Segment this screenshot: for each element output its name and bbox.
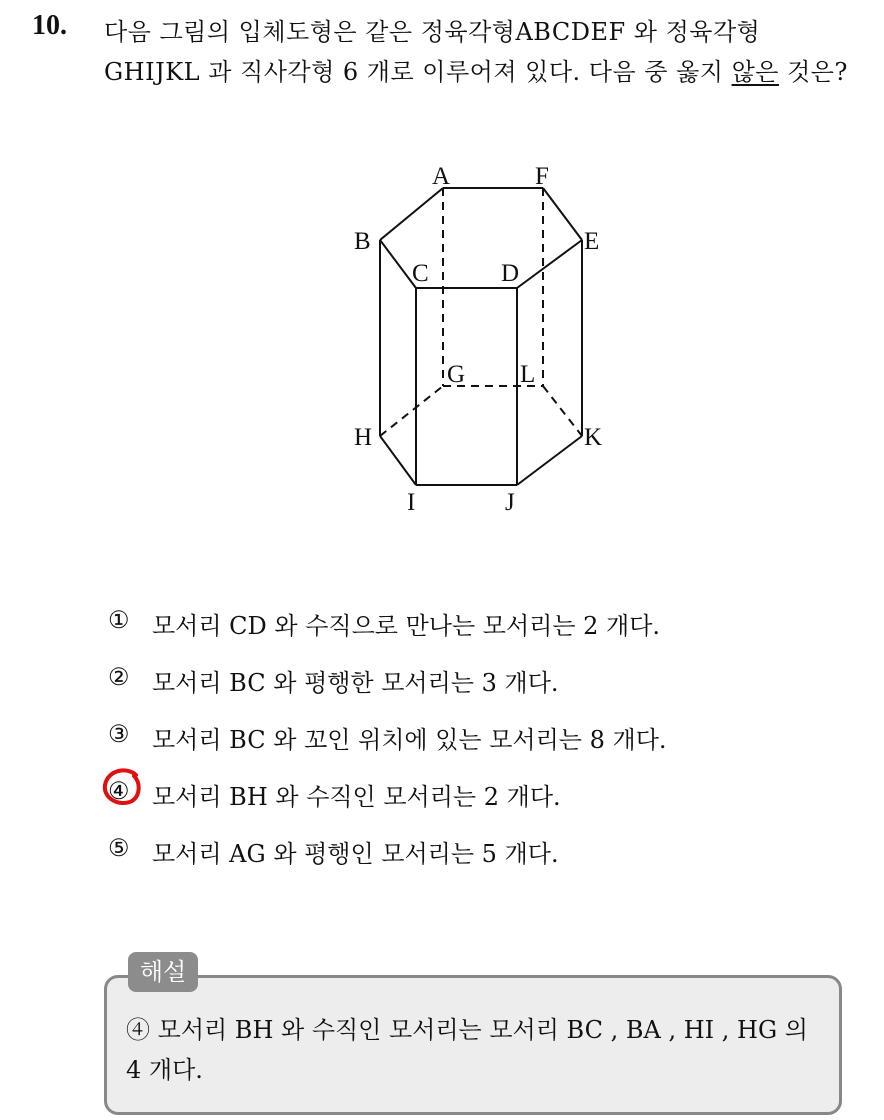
question-text-main: 다음 그림의 입체도형은 같은 정육각형ABCDEF 와 정육각형 GHIJKL 과 직사각형 6 개로 이루어져 있다. 다음 중 옳지 <box>104 18 761 86</box>
choice-text: 모서리 BC 와 꼬인 위치에 있는 모서리는 8 개다. <box>152 726 667 754</box>
label-D: D <box>501 260 520 287</box>
edge-HG-hidden <box>380 386 443 436</box>
choice-number: ④ <box>108 777 130 805</box>
label-K: K <box>584 424 603 451</box>
choice-number: ② <box>108 663 130 691</box>
question-number: 10. <box>32 10 67 41</box>
edge-LK-hidden <box>543 386 582 436</box>
choice-number-wrap <box>108 777 152 805</box>
edge-ED <box>517 240 582 288</box>
choice-2[interactable] <box>108 663 848 720</box>
edge-BA <box>380 188 443 240</box>
question-text <box>104 12 864 92</box>
choice-number: ① <box>108 606 130 634</box>
choice-4[interactable] <box>108 777 848 834</box>
label-E: E <box>584 228 600 255</box>
answer-circle-mark <box>100 765 144 809</box>
label-H: H <box>354 424 373 451</box>
label-F: F <box>535 163 549 190</box>
choice-text: 모서리 AG 와 평행인 모서리는 5 개다. <box>152 840 559 868</box>
label-I: I <box>407 489 416 516</box>
edge-FE <box>543 188 582 240</box>
question-text-end: 것은? <box>778 58 848 86</box>
label-A: A <box>432 163 451 190</box>
solution-tag: 해설 <box>128 952 198 992</box>
choice-5[interactable] <box>108 834 848 891</box>
label-J: J <box>505 489 515 516</box>
choice-number: ⑤ <box>108 834 130 862</box>
choice-text: 모서리 BC 와 평행한 모서리는 3 개다. <box>152 669 559 697</box>
edge-CB <box>380 240 416 288</box>
edge-HI <box>380 436 416 485</box>
answer-choices <box>108 606 848 891</box>
choice-1[interactable] <box>108 606 848 663</box>
choice-3[interactable] <box>108 720 848 777</box>
choice-number: ③ <box>108 720 130 748</box>
prism-svg <box>340 150 640 530</box>
label-C: C <box>412 260 429 287</box>
hexagonal-prism-figure <box>340 150 640 530</box>
label-L: L <box>520 361 536 388</box>
choice-text: 모서리 CD 와 수직으로 만나는 모서리는 2 개다. <box>152 612 661 640</box>
edge-JK <box>517 436 582 485</box>
question-text-underlined: 않은 <box>731 58 779 86</box>
choice-text: 모서리 BH 와 수직인 모서리는 2 개다. <box>152 783 561 811</box>
label-B: B <box>354 228 371 255</box>
solution-text: ④ 모서리 BH 와 수직인 모서리는 모서리 BC , BA , HI , HG 의 4 개다. <box>126 1016 808 1084</box>
label-G: G <box>447 361 466 388</box>
